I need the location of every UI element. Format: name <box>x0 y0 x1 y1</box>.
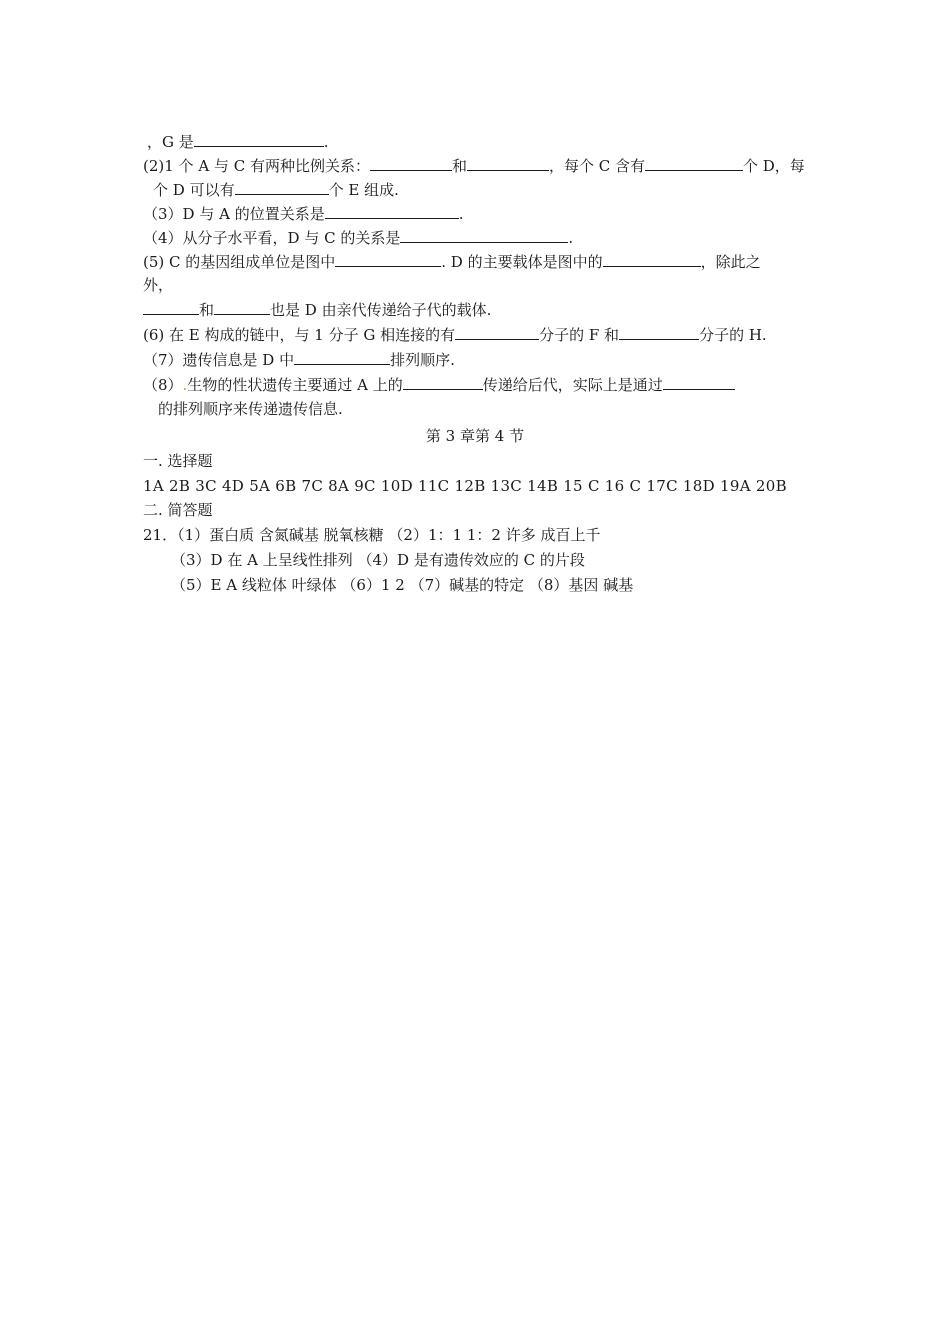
answer-blank <box>603 250 701 267</box>
text: （3）D 与 A 的位置关系是 <box>143 205 325 223</box>
text: . D 的主要载体是图中的 <box>441 253 603 271</box>
choice-answers: 1A 2B 3C 4D 5A 6B 7C 8A 9C 10D 11C 12B 13C 14B 15 C 16 C 17C 18D 19A 20B <box>143 477 787 495</box>
answer-blank <box>143 298 199 315</box>
question-3 <box>143 202 464 224</box>
text: . <box>323 133 329 151</box>
answer-blank <box>294 348 390 365</box>
question-6 <box>143 323 767 345</box>
question-5-line1 <box>143 250 761 272</box>
question-5-line3 <box>143 298 491 320</box>
text: . <box>568 229 574 247</box>
text: 外， <box>143 276 174 294</box>
text: 个 E 组成. <box>328 181 399 199</box>
text: . <box>458 205 464 223</box>
answer-blank <box>335 250 441 267</box>
text: 也是 D 由亲代传递给子代的载体. <box>270 301 492 319</box>
text: 分子的 H. <box>699 326 767 344</box>
short-answer-line2: （3）D 在 A 上呈线性排列 （4）D 是有遗传效应的 C 的片段 <box>171 551 585 569</box>
text: 分子的 F 和 <box>539 326 620 344</box>
question-4 <box>143 226 573 248</box>
section-choice-heading: 一. 选择题 <box>143 452 213 470</box>
answer-blank <box>370 154 452 171</box>
section-short-answer-heading: 二. 简答题 <box>143 501 213 519</box>
question-line-g <box>147 130 329 152</box>
answer-blank <box>325 202 459 219</box>
answer-blank <box>467 154 549 171</box>
question-5-line2 <box>143 274 173 296</box>
text: (2)1 个 A 与 C 有两种比例关系： <box>143 157 370 175</box>
answer-blank <box>403 373 483 390</box>
answer-blank <box>235 178 329 195</box>
text: 个 D 可以有 <box>153 181 235 199</box>
text: (5) C 的基因组成单位是图中 <box>143 253 336 271</box>
text: 的排列顺序来传递遗传信息. <box>158 400 343 418</box>
short-answer-line1: 21．（1）蛋白质 含氮碱基 脱氧核糖 （2）1：1 1：2 许多 成百上千 <box>143 526 601 544</box>
question-7 <box>143 348 455 370</box>
answer-blank <box>645 154 743 171</box>
question-8-line1 <box>143 373 735 395</box>
question-8-line2 <box>158 398 343 420</box>
answer-blank <box>619 323 699 340</box>
text: 和 <box>451 157 467 175</box>
text: 生物的性状遗传主要通过 A 上的 <box>187 376 403 394</box>
answer-blank <box>663 373 735 390</box>
answer-blank <box>400 226 568 243</box>
text: （8） <box>143 376 183 394</box>
text: 排列顺序. <box>390 351 455 369</box>
short-answer-line3: （5）E A 线粒体 叶绿体 （6）1 2 （7）碱基的特定 （8）基因 碱基 <box>171 576 634 594</box>
answer-blank <box>214 298 270 315</box>
answer-blank <box>455 323 539 340</box>
text: 个 D，每 <box>742 157 805 175</box>
answer-heading: 第 3 章第 4 节 <box>425 427 525 445</box>
text: 传递给后代，实际上是通过 <box>482 376 663 394</box>
stray-mark: . <box>182 376 188 394</box>
question-2-line1 <box>143 154 805 176</box>
question-2-line2 <box>153 178 399 200</box>
text: ，G 是 <box>147 133 194 151</box>
text: ，除此之 <box>700 253 761 271</box>
text: ，每个 C 含有 <box>548 157 645 175</box>
text: 和 <box>199 301 215 319</box>
text: (6) 在 E 构成的链中，与 1 分子 G 相连接的有 <box>143 326 456 344</box>
text: （4）从分子水平看，D 与 C 的关系是 <box>143 229 401 247</box>
text: （7）遗传信息是 D 中 <box>143 351 295 369</box>
answer-blank <box>194 130 324 147</box>
